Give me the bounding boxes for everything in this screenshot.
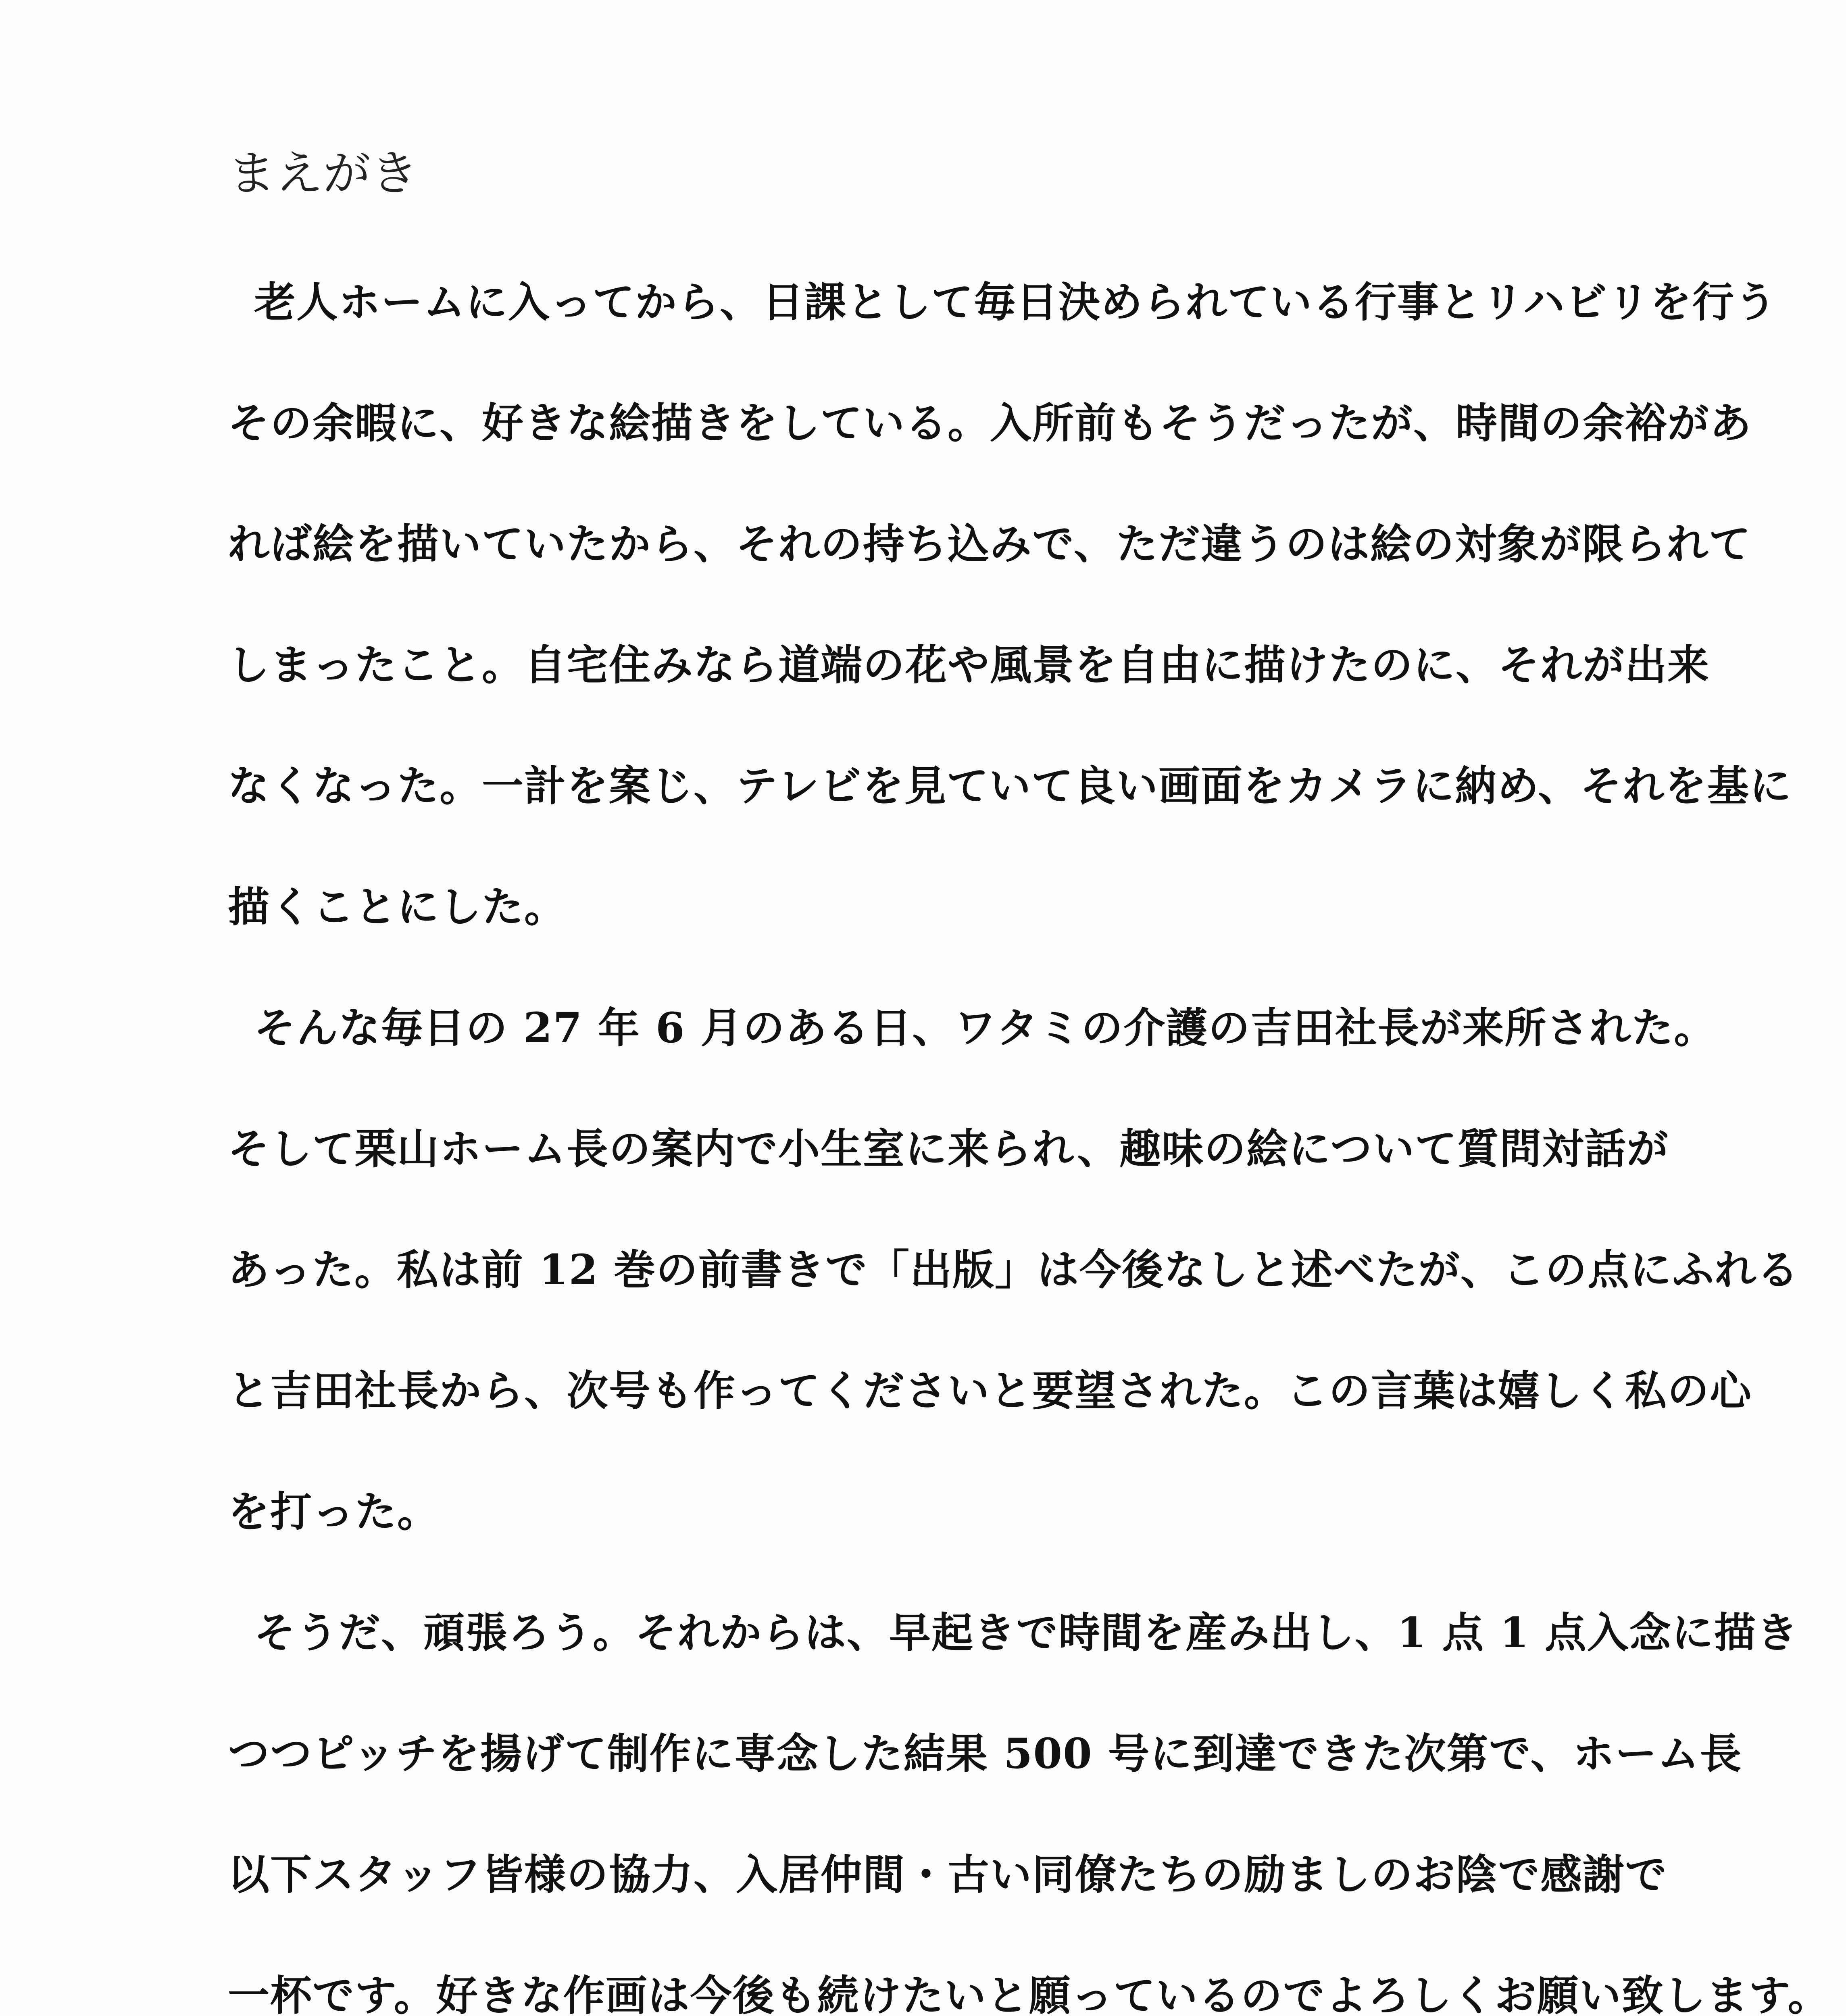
page-title: まえがき [228, 146, 419, 201]
text-line: 老人ホームに入ってから、日課として毎日決められている行事とリハビリを行う [254, 278, 1777, 327]
text-line: を打った。 [228, 1487, 440, 1536]
text-line: そして栗山ホーム長の案内で小生室に来られ、趣味の絵について質問対話が [228, 1125, 1669, 1173]
text-line: なくなった。一計を案じ、テレビを見ていて良い画面をカメラに納め、それを基に [228, 762, 1792, 810]
text-line: 一杯です。好きな作画は今後も続けたいと願っているのでよろしくお願い致します。 [228, 1971, 1830, 2016]
text-line: と吉田社長から、次号も作ってくださいと要望された。この言葉は嬉しく私の心 [228, 1366, 1752, 1415]
text-line: 以下スタッフ皆様の協力、入居仲間・古い同僚たちの励ましのお陰で感謝で [228, 1850, 1667, 1899]
text-line: その余暇に、好きな絵描きをしている。入所前もそうだったが、時間の余裕があ [228, 399, 1752, 448]
text-line: そうだ、頑張ろう。それからは、早起きで時間を産み出し、1 点 1 点入念に描き [254, 1608, 1799, 1657]
text-line: つつピッチを揚げて制作に専念した結果 500 号に到達できた次第で、ホーム長 [228, 1729, 1742, 1778]
text-line: 描くことにした。 [228, 883, 567, 931]
text-line: あった。私は前 12 巻の前書きで「出版」は今後なしと述べたが、この点にふれる [228, 1245, 1800, 1294]
text-line: そんな毎日の 27 年 6 月のある日、ワタミの介護の吉田社長が来所された。 [254, 1004, 1717, 1052]
text-line: しまったこと。自宅住みなら道端の花や風景を自由に描けたのに、それが出来 [228, 641, 1710, 689]
text-line: れば絵を描いていたから、それの持ち込みで、ただ違うのは絵の対象が限られて [228, 520, 1751, 569]
